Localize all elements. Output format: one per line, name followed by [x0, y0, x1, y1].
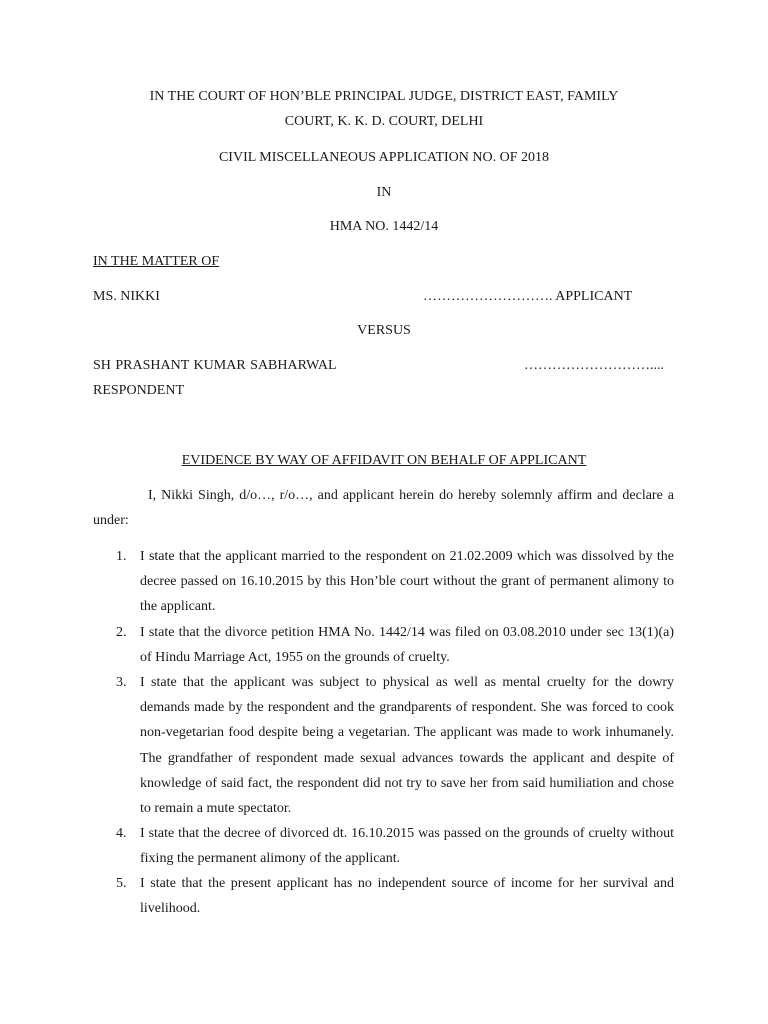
application-number: CIVIL MISCELLANEOUS APPLICATION NO. OF 2018 [218, 150, 550, 165]
list-item: I state that the decree of divorced dt. 16.10.2015 was passed on the grounds of cruelty without fixing the permanent alimony of the applicant. [140, 826, 674, 867]
list-item-number: 5. [116, 876, 127, 891]
applicant-name: MS. NIKKI [93, 289, 160, 304]
list-item: I state that the divorce petition HMA No. 1442/14 was filed on 03.08.2010 under sec 13(1)(a) of Hindu Marriage Act, 1955 on the grounds of cruelty. [140, 625, 674, 666]
court-heading-line2: COURT, K. K. D. COURT, DELHI [284, 114, 484, 129]
versus-label: VERSUS [357, 323, 411, 338]
affidavit-intro: I, Nikki Singh, d/o…, r/o…, and applicant herein do hereby solemnly affirm and declare a under: [93, 488, 674, 529]
affidavit-title: EVIDENCE BY WAY OF AFFIDAVIT ON BEHALF OF APPLICANT [181, 453, 587, 468]
list-item: I state that the applicant was subject to physical as well as mental cruelty for the dowry demands made by the respondent and the grandparents of respondent. She was forced to cook non-vegetarian food despite being a vegetarian. The applicant was made to work inhumanely. The grandfather of respondent made sexual advances towards the applicant and despite of knowledge of said fact, the respondent did not try to save her from said humiliation and chose to remain a mute spectator. [140, 675, 674, 817]
respondent-label: RESPONDENT [93, 383, 185, 398]
list-item-number: 4. [116, 826, 127, 841]
court-heading-line1: IN THE COURT OF HON’BLE PRINCIPAL JUDGE, DISTRICT EAST, FAMILY [149, 89, 619, 104]
applicant-role: ………………………. APPLICANT [423, 289, 633, 304]
list-item: I state that the present applicant has no independent source of income for her survival and livelihood. [140, 876, 674, 917]
in-label: IN [376, 185, 392, 200]
respondent-dots: ……………………….... [524, 358, 664, 373]
respondent-name: SH PRASHANT KUMAR SABHARWAL [93, 358, 337, 373]
matter-title: IN THE MATTER OF [93, 254, 220, 269]
list-item: I state that the applicant married to the respondent on 21.02.2009 which was dissolved by the decree passed on 16.10.2015 by this Hon’ble court without the grant of permanent alimony to the applicant. [140, 549, 674, 615]
list-item-number: 2. [116, 625, 127, 640]
list-item-number: 1. [116, 549, 127, 564]
hma-number: HMA NO. 1442/14 [329, 219, 439, 234]
list-item-number: 3. [116, 675, 127, 690]
